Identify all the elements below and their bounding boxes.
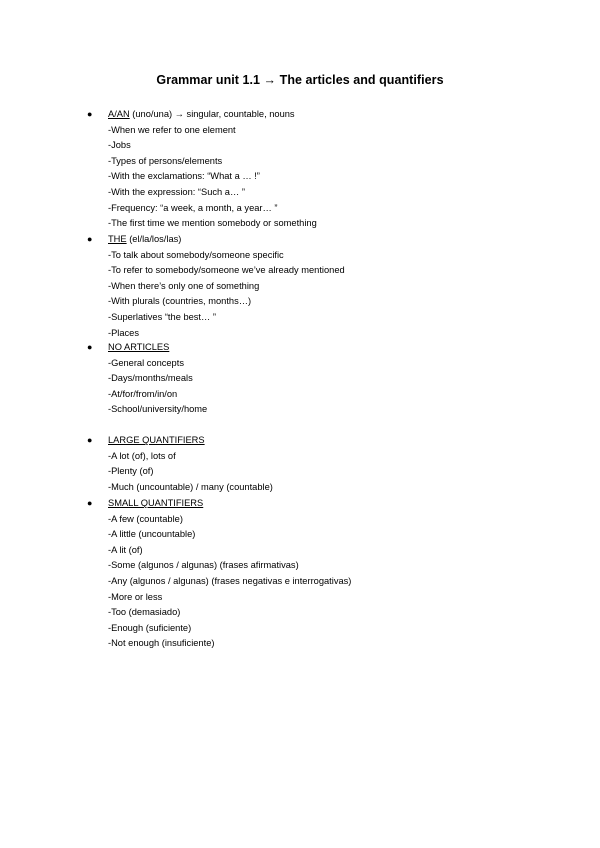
list-item: -With plurals (countries, months…) [108, 296, 252, 307]
section-large-quantifiers [0, 433, 600, 495]
list-item: -The first time we mention somebody or something [108, 218, 317, 229]
list-item: -Frequency: “a week, a month, a year… ” [108, 202, 278, 213]
list-item: -When there’s only one of something [108, 280, 260, 291]
section-items [0, 356, 600, 418]
list-item: -Superlatives “the best… ” [108, 311, 216, 322]
section-items [0, 123, 600, 232]
bullet-icon: ● [87, 498, 93, 508]
list-item: -Days/months/meals [108, 373, 193, 384]
list-item: -To talk about somebody/someone specific [108, 249, 284, 260]
section-heading [0, 340, 600, 356]
page-title: Grammar unit 1.1 → The articles and quantifiers [156, 73, 444, 87]
section-items [0, 248, 600, 342]
bullet-icon: ● [87, 342, 93, 352]
bullet-icon: ● [87, 109, 93, 119]
list-item: -With the exclamations: “What a … !” [108, 171, 260, 182]
section-no-articles [0, 340, 600, 418]
section-suffix: (el/la/los/las) [126, 234, 182, 244]
section-the [0, 232, 600, 341]
section-label: A/AN [108, 109, 130, 119]
list-item: -Types of persons/elements [108, 155, 223, 166]
section-small-quantifiers [0, 496, 600, 652]
section-heading [0, 107, 600, 123]
section-heading [0, 232, 600, 248]
section-heading [0, 433, 600, 449]
bullet-icon: ● [87, 435, 93, 445]
list-item: -Some (algunos / algunas) (frases afirmativas) [108, 560, 299, 571]
list-item: -When we refer to one element [108, 124, 236, 135]
list-item: -Too (demasiado) [108, 607, 181, 618]
section-a-an [0, 107, 600, 232]
list-item: -Places [108, 327, 140, 338]
list-item: -Not enough (insuficiente) [108, 638, 215, 649]
bullet-icon: ● [87, 234, 93, 244]
section-label: THE [108, 234, 127, 244]
list-item: -Enough (suficiente) [108, 622, 192, 633]
list-item: -Any (algunos / algunas) (frases negativas e interrogativas) [108, 575, 352, 586]
section-label: NO ARTICLES [108, 342, 170, 352]
list-item: -With the expression: “Such a… ” [108, 186, 245, 197]
list-item: -School/university/home [108, 404, 208, 415]
section-items [0, 512, 600, 652]
section-label: SMALL QUANTIFIERS [108, 498, 204, 508]
section-suffix: (uno/una) → singular, countable, nouns [129, 109, 295, 119]
list-item: -A few (countable) [108, 513, 183, 524]
list-item: -A little (uncountable) [108, 529, 196, 540]
list-item: -At/for/from/in/on [108, 388, 178, 399]
list-item: -More or less [108, 591, 163, 602]
section-heading [0, 496, 600, 512]
list-item: -General concepts [108, 357, 184, 368]
list-item: -To refer to somebody/someone we’ve already mentioned [108, 265, 345, 276]
section-items [0, 449, 600, 496]
list-item: -A lit (of) [108, 544, 143, 555]
list-item: -Much (uncountable) / many (countable) [108, 481, 273, 492]
list-item: -Plenty (of) [108, 466, 154, 477]
list-item: -Jobs [108, 140, 131, 151]
list-item: -A lot (of), lots of [108, 450, 176, 461]
section-label: LARGE QUANTIFIERS [108, 435, 205, 445]
